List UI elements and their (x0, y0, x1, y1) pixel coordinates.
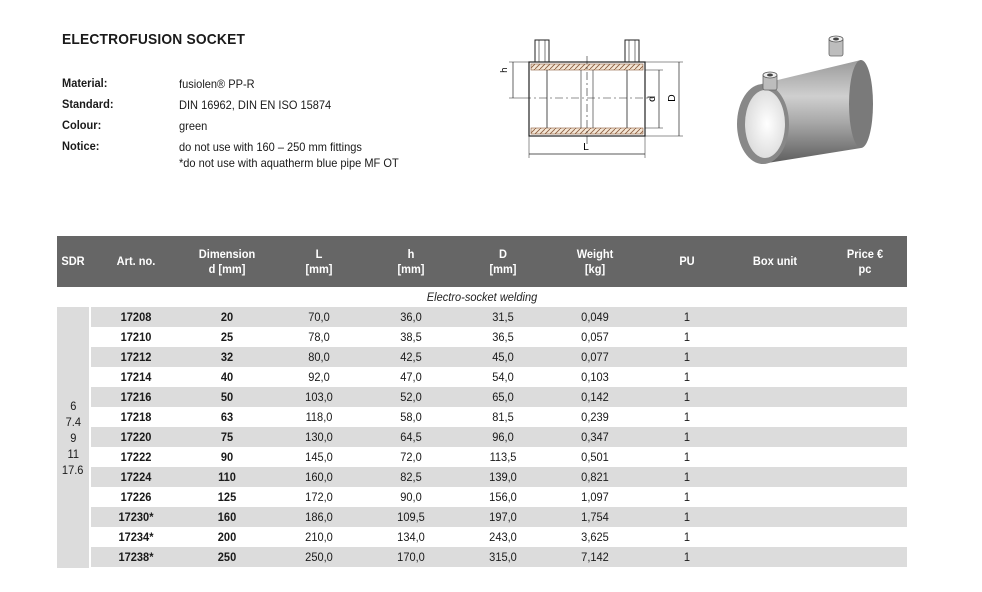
cell-art: 17224 (120, 470, 152, 484)
header-l-line2: [mm] (305, 261, 333, 276)
table-row (91, 487, 907, 507)
cell-w: 7,142 (581, 550, 609, 564)
cell-pu: 1 (683, 490, 691, 504)
cell-pu: 1 (683, 410, 691, 424)
cell-w: 3,625 (581, 530, 609, 544)
sdr-cell (57, 307, 89, 568)
table-row (91, 407, 907, 427)
cell-l: 70,0 (308, 310, 330, 324)
header-box-unit: Box unit (752, 254, 798, 268)
cell-d: 20 (220, 310, 234, 324)
cell-art: 17222 (120, 450, 152, 464)
notice-line-2: *do not use with aquatherm blue pipe MF OT (179, 156, 399, 170)
cell-l: 145,0 (305, 450, 333, 464)
table-row (91, 307, 907, 327)
sdr-value: 6 (69, 398, 77, 413)
table-row (91, 527, 907, 547)
cell-h: 58,0 (400, 410, 422, 424)
header-dimension-line2: d [mm] (208, 261, 246, 276)
cell-l: 130,0 (305, 430, 333, 444)
cell-art: 17212 (120, 350, 152, 364)
cell-w: 0,057 (581, 330, 609, 344)
page-title: ELECTROFUSION SOCKET (62, 31, 246, 48)
cell-pu: 1 (683, 370, 691, 384)
cell-art: 17234* (118, 530, 154, 544)
cell-d: 36,5 (492, 330, 514, 344)
cell-w: 1,754 (581, 510, 609, 524)
table-row (91, 387, 907, 407)
property-value: DIN 16962, DIN EN ISO 15874 (179, 98, 332, 112)
cell-l: 172,0 (305, 490, 333, 504)
cell-d: 160 (217, 510, 237, 524)
terminal-right-icon (625, 40, 639, 62)
header-weight-line1: Weight (576, 246, 614, 261)
header-pu: PU (679, 254, 695, 268)
table-row (91, 467, 907, 487)
cell-d: 90 (220, 450, 234, 464)
cell-d: 125 (217, 490, 237, 504)
header-h-line1: h (407, 246, 415, 261)
header-weight (558, 236, 632, 287)
cell-d: 75 (220, 430, 234, 444)
cell-d: 200 (217, 530, 237, 544)
sdr-value: 9 (69, 430, 77, 445)
header-weight-line2: [kg] (584, 261, 606, 276)
table-row (91, 447, 907, 467)
cell-art: 17226 (120, 490, 152, 504)
cell-w: 0,347 (581, 430, 609, 444)
cell-d: 156,0 (489, 490, 517, 504)
cell-d: 110 (218, 470, 236, 484)
table-body (91, 307, 907, 567)
cell-pu: 1 (683, 550, 691, 564)
header-sdr: SDR (61, 254, 85, 268)
cell-d: 243,0 (489, 530, 517, 544)
cell-w: 0,821 (581, 470, 609, 484)
cell-pu: 1 (683, 330, 691, 344)
cell-h: 36,0 (400, 310, 422, 324)
notice-line-1: do not use with 160 – 250 mm fittings (179, 140, 362, 154)
header-dimension-line1: Dimension (198, 246, 256, 261)
header-D-line2: [mm] (489, 261, 517, 276)
cell-l: 80,0 (308, 350, 330, 364)
cell-h: 72,0 (400, 450, 422, 464)
cell-w: 0,501 (581, 450, 609, 464)
label-L: L (583, 142, 589, 153)
cell-pu: 1 (683, 470, 691, 484)
cell-pu: 1 (683, 350, 691, 364)
label-d: d (647, 95, 658, 102)
header-price-line2: pc (858, 261, 872, 276)
header-l (282, 236, 356, 287)
cell-h: 38,5 (400, 330, 422, 344)
header-price (828, 236, 902, 287)
cell-art: 17220 (120, 430, 152, 444)
table-header (57, 236, 907, 287)
property-value (179, 139, 437, 171)
cell-l: 210,0 (305, 530, 333, 544)
table-row (91, 347, 907, 367)
header-art-no: Art. no. (116, 254, 156, 268)
cell-pu: 1 (683, 450, 691, 464)
cell-h: 47,0 (400, 370, 422, 384)
cell-d: 63 (220, 410, 234, 424)
cell-pu: 1 (683, 310, 691, 324)
section-label-text: Electro-socket welding (426, 290, 538, 304)
cell-d: 50 (220, 390, 234, 404)
label-D: D (667, 94, 678, 102)
property-label: Notice: (62, 139, 100, 153)
cell-h: 170,0 (397, 550, 425, 564)
label-h: h (500, 67, 510, 73)
cell-d: 113,5 (489, 450, 517, 464)
cell-d: 45,0 (492, 350, 514, 364)
terminal-left-icon (535, 40, 549, 62)
cell-d: 25 (220, 330, 234, 344)
header-price-line1: Price € (846, 246, 884, 261)
socket-photo (733, 30, 893, 170)
cell-art: 17218 (120, 410, 152, 424)
cell-d: 197,0 (489, 510, 517, 524)
cell-pu: 1 (683, 530, 691, 544)
cell-h: 42,5 (400, 350, 422, 364)
cell-w: 0,049 (581, 310, 609, 324)
cell-d: 40 (220, 370, 234, 384)
sdr-value: 17.6 (62, 462, 84, 477)
section-label (57, 287, 907, 307)
cell-w: 0,103 (581, 370, 609, 384)
property-label: Material: (62, 76, 108, 90)
cell-l: 78,0 (308, 330, 330, 344)
property-label: Standard: (62, 97, 114, 111)
header-D-line1: D (499, 246, 507, 261)
cell-w: 1,097 (581, 490, 609, 504)
property-value: fusiolen® PP-R (179, 77, 255, 91)
cell-art: 17216 (120, 390, 152, 404)
cell-d: 31,5 (492, 310, 514, 324)
header-h (374, 236, 448, 287)
header-D (466, 236, 540, 287)
cell-art: 17230* (118, 510, 154, 524)
cell-d: 250 (217, 550, 237, 564)
table-row (91, 327, 907, 347)
technical-drawing (495, 34, 695, 164)
header-l-line1: L (315, 246, 323, 261)
cell-l: 92,0 (308, 370, 330, 384)
cell-h: 82,5 (400, 470, 422, 484)
cell-h: 90,0 (400, 490, 422, 504)
sdr-value: 7.4 (65, 414, 81, 429)
cell-pu: 1 (683, 390, 691, 404)
property-value: green (179, 119, 208, 133)
cell-l: 103,0 (305, 390, 333, 404)
cell-d: 32 (220, 350, 234, 364)
cell-d: 139,0 (489, 470, 517, 484)
product-table (57, 236, 907, 564)
cell-d: 315,0 (489, 550, 517, 564)
cell-l: 160,0 (305, 470, 333, 484)
cell-art: 17214 (120, 370, 152, 384)
cell-d: 81,5 (492, 410, 514, 424)
cell-w: 0,142 (581, 390, 609, 404)
cell-pu: 1 (683, 430, 691, 444)
cell-d: 65,0 (492, 390, 514, 404)
cell-h: 109,5 (397, 510, 425, 524)
cell-w: 0,239 (581, 410, 609, 424)
cell-l: 250,0 (305, 550, 333, 564)
header-dimension (187, 236, 268, 287)
cell-l: 186,0 (305, 510, 333, 524)
cell-l: 118,0 (305, 410, 333, 424)
cell-h: 64,5 (400, 430, 422, 444)
table-row (91, 507, 907, 527)
table-row (91, 367, 907, 387)
cell-art: 17208 (120, 310, 152, 324)
property-label: Colour: (62, 118, 102, 132)
cell-art: 17238* (118, 550, 154, 564)
cell-h: 134,0 (397, 530, 425, 544)
cell-pu: 1 (683, 510, 691, 524)
sdr-value: 11 (67, 446, 79, 461)
table-row (91, 547, 907, 567)
cell-w: 0,077 (581, 350, 609, 364)
header-h-line2: [mm] (397, 261, 425, 276)
cell-d: 96,0 (492, 430, 514, 444)
table-row (91, 427, 907, 447)
cell-d: 54,0 (492, 370, 514, 384)
cell-art: 17210 (120, 330, 152, 344)
cell-h: 52,0 (400, 390, 422, 404)
